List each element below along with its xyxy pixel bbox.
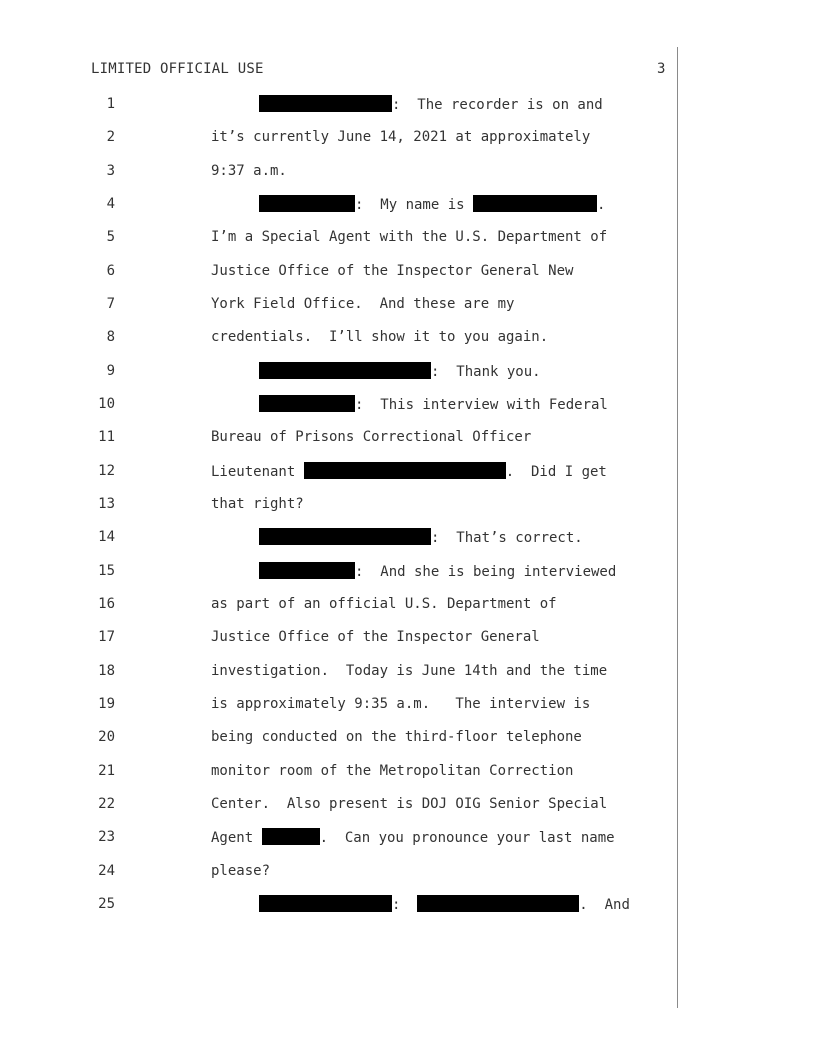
line-number: 7 [106,296,115,312]
line-text: monitor room of the Metropolitan Correction [211,763,574,779]
transcript-line [0,828,680,861]
line-text [211,462,607,481]
line-text [259,562,616,581]
redaction-box [259,528,431,545]
line-number: 2 [106,129,115,145]
transcript-line [0,662,680,695]
line-text: I’m a Special Agent with the U.S. Department of [211,229,608,245]
transcript-line [0,462,680,495]
text-span: Agent [211,830,262,846]
transcript-line [0,262,680,295]
line-number: 18 [98,663,115,679]
transcript-line [0,595,680,628]
redaction-box [259,895,392,912]
transcript-line [0,95,680,128]
line-number: 9 [106,363,115,379]
redaction-box [259,95,392,112]
transcript-line [0,428,680,461]
line-text [259,395,608,414]
line-number: 21 [98,763,115,779]
line-text [259,528,583,547]
transcript-line [0,128,680,161]
transcript-line [0,762,680,795]
line-number: 4 [106,196,115,212]
text-span: : That’s correct. [431,530,583,546]
line-number: 5 [106,229,115,245]
transcript-line [0,228,680,261]
transcript-line [0,562,680,595]
transcript-line [0,795,680,828]
line-text: Center. Also present is DOJ OIG Senior Special [211,796,608,812]
transcript-line [0,395,680,428]
line-text: Justice Office of the Inspector General New [211,263,574,279]
redaction-box [473,195,597,212]
line-text: that right? [211,496,304,512]
line-number: 1 [106,96,115,112]
transcript-line [0,328,680,361]
line-number: 23 [98,829,115,845]
text-span: : This interview with Federal [355,397,608,413]
line-text: being conducted on the third-floor telephone [211,729,582,745]
line-text [259,362,541,381]
line-text [259,895,630,914]
text-span: : And she is being interviewed [355,564,617,580]
transcript-line [0,528,680,561]
transcript-line [0,362,680,395]
classification-header: LIMITED OFFICIAL USE [91,61,264,77]
line-number: 20 [98,729,115,745]
line-text: Justice Office of the Inspector General [211,629,540,645]
text-span: : The recorder is on and [392,97,603,113]
line-number: 19 [98,696,115,712]
text-span: . [597,197,606,213]
redaction-box [259,562,355,579]
line-text: 9:37 a.m. [211,163,287,179]
transcript-line [0,162,680,195]
transcript-line [0,695,680,728]
text-span: . Did I get [505,464,607,480]
line-text: it’s currently June 14, 2021 at approximately [211,129,591,145]
text-span: : [392,897,418,913]
line-number: 3 [106,163,115,179]
transcript-line [0,728,680,761]
line-text: please? [211,863,271,879]
line-number: 17 [98,629,115,645]
text-span: . And [579,897,630,913]
line-number: 12 [98,463,115,479]
text-span: Lieutenant [211,464,304,480]
line-text [259,95,603,114]
transcript-line [0,895,680,928]
redaction-box [259,362,431,379]
line-text: is approximately 9:35 a.m. The interview is [211,696,591,712]
text-span: : My name is [355,197,474,213]
line-number: 16 [98,596,115,612]
line-text [259,195,605,214]
page-number: 3 [657,61,666,77]
redaction-box [262,828,320,845]
line-text: investigation. Today is June 14th and the time [211,663,608,679]
transcript-line [0,862,680,895]
transcript-line [0,295,680,328]
text-span: : Thank you. [431,364,541,380]
line-number: 22 [98,796,115,812]
line-number: 14 [98,529,115,545]
line-number: 11 [98,429,115,445]
line-number: 24 [98,863,115,879]
line-number: 15 [98,563,115,579]
redaction-box [304,462,506,479]
line-text: York Field Office. And these are my [211,296,515,312]
transcript-line [0,628,680,661]
transcript-line [0,495,680,528]
line-text: credentials. I’ll show it to you again. [211,329,549,345]
line-number: 25 [98,896,115,912]
line-number: 10 [98,396,115,412]
line-number: 6 [106,263,115,279]
transcript-line [0,195,680,228]
line-text: Bureau of Prisons Correctional Officer [211,429,532,445]
redaction-box [417,895,579,912]
line-text [211,828,615,847]
redaction-box [259,395,355,412]
text-span: . Can you pronounce your last name [319,830,615,846]
line-number: 13 [98,496,115,512]
line-number: 8 [106,329,115,345]
line-text: as part of an official U.S. Department of [211,596,557,612]
redaction-box [259,195,355,212]
